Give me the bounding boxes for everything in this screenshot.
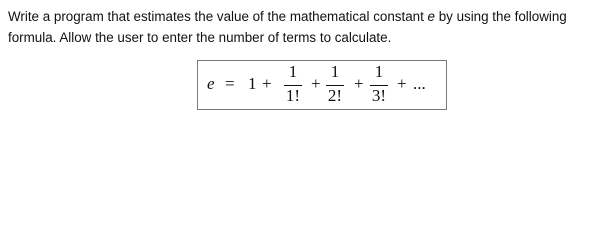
problem-statement [8,6,586,48]
fraction-3-numerator: 1 [374,62,384,81]
formula-plus-3: + [354,74,364,93]
fraction-2 [324,61,346,109]
fraction-3-denominator: 3! [371,86,387,105]
fraction-1 [282,61,304,109]
formula-lhs: e [207,74,215,93]
fraction-1-numerator: 1 [288,62,298,81]
fraction-1-denominator: 1! [285,86,301,105]
fraction-2-denominator: 2! [327,86,343,105]
problem-rest-text: by using the following formula. Allow the user to enter the number of terms to calculate. [8,9,567,45]
formula-plus-4: + [397,74,407,93]
constant-e-text: e [427,9,435,24]
problem-intro-text: Write a program that estimates the value of the mathematical constant [8,9,428,24]
formula-box [197,60,447,110]
formula-plus-2: + [311,74,321,93]
e-series-formula [198,61,446,109]
formula-equals: = [225,74,235,93]
formula-plus-1: + [262,74,272,93]
formula-first-term: 1 [248,74,257,93]
fraction-3 [368,61,390,109]
formula-ellipsis: ... [413,74,426,93]
fraction-2-numerator: 1 [330,62,340,81]
